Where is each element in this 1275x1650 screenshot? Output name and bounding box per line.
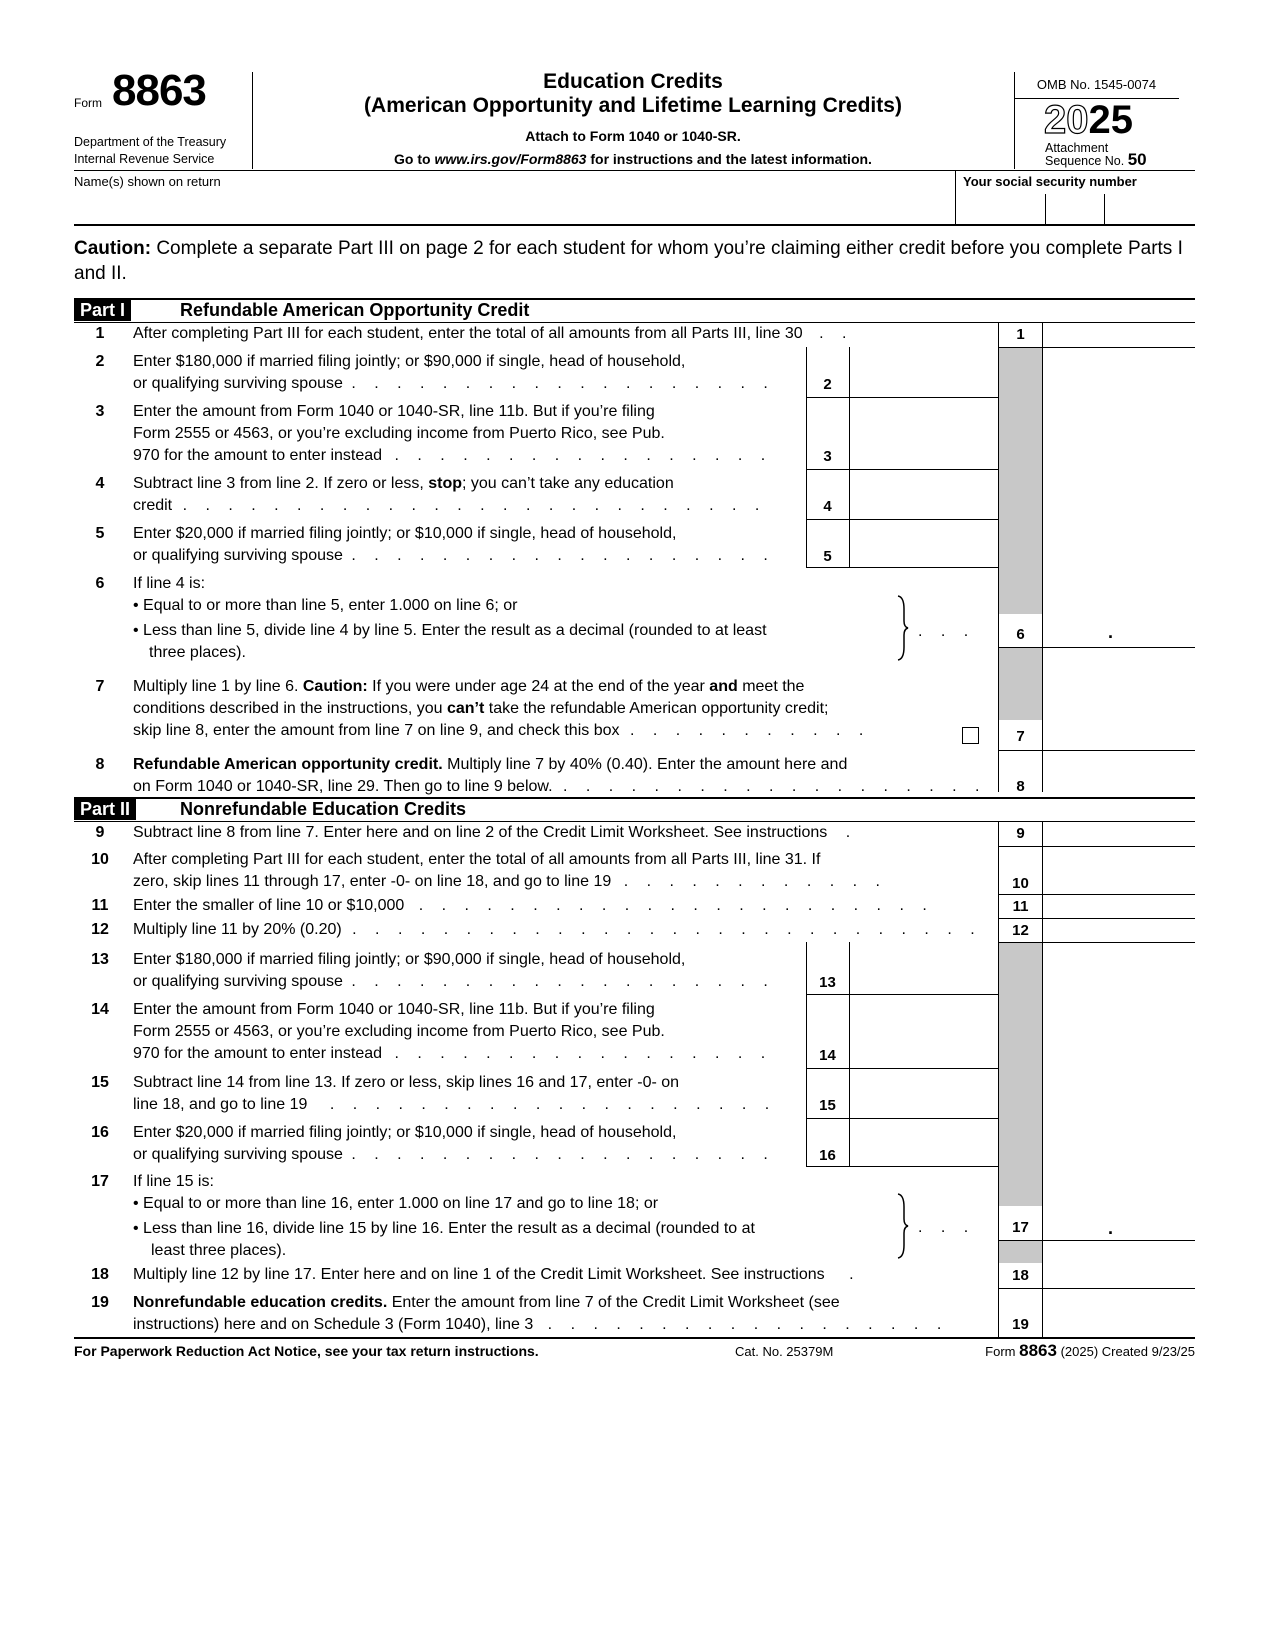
line-6-input[interactable] [1046, 624, 1195, 648]
line-12-input[interactable] [1046, 920, 1195, 942]
attachment-sequence: Attachment Sequence No. 50 [1045, 141, 1147, 169]
form-title: Education Credits [543, 70, 723, 93]
name-label: Name(s) shown on return [74, 174, 221, 189]
line-5-input[interactable] [852, 542, 996, 568]
form-prefix: Form [74, 96, 102, 110]
line-17-input[interactable] [1046, 1217, 1195, 1241]
line-2-input[interactable] [852, 370, 996, 396]
tax-year: 2025 [1044, 98, 1133, 142]
paperwork-notice: For Paperwork Reduction Act Notice, see your tax return instructions. [74, 1343, 539, 1359]
line-16-input[interactable] [852, 1141, 996, 1167]
omb-number: OMB No. 1545-0074 [1036, 77, 1157, 92]
attach-instruction: Attach to Form 1040 or 1040-SR. [525, 128, 741, 144]
brace-icon [896, 1193, 910, 1259]
ssn-label: Your social security number [963, 174, 1137, 189]
line-10-input[interactable] [1046, 870, 1195, 894]
name-field[interactable] [74, 190, 948, 222]
form-number: 8863 [112, 66, 206, 115]
line-3-input[interactable] [852, 442, 996, 468]
line-13-input[interactable] [852, 968, 996, 994]
part1-label: Part I [74, 299, 131, 321]
irs-url[interactable]: www.irs.gov/Form8863 [434, 151, 587, 167]
part2-title: Nonrefundable Education Credits [180, 799, 467, 819]
line-8-input[interactable] [1046, 772, 1195, 796]
catalog-number: Cat. No. 25379M [735, 1344, 834, 1359]
line-15-input[interactable] [852, 1091, 996, 1117]
line-1-input[interactable] [1046, 324, 1195, 348]
part1-title: Refundable American Opportunity Credit [180, 300, 530, 320]
line-19-input[interactable] [1046, 1310, 1195, 1336]
agency-name: Internal Revenue Service [74, 152, 215, 166]
caution-note: Caution: Complete a separate Part III on page 2 for each student for whom you’re claiming either credit before you complete Parts I and II. [74, 238, 1183, 284]
line-14-input[interactable] [852, 1041, 996, 1067]
part2-label: Part II [74, 798, 136, 820]
goto-instruction: Go to www.irs.gov/Form8863 for instructions and the latest information. [394, 151, 872, 167]
brace-icon [896, 595, 910, 661]
department-name: Department of the Treasury [74, 135, 227, 149]
line-11-input[interactable] [1046, 896, 1195, 918]
line-18-input[interactable] [1046, 1265, 1195, 1289]
form-subtitle: (American Opportunity and Lifetime Learning Credits) [364, 94, 902, 117]
form-footer-id: Form 8863 (2025) Created 9/23/25 [985, 1341, 1195, 1360]
line-4-input[interactable] [852, 492, 996, 518]
line-7-checkbox[interactable] [962, 727, 979, 744]
line-9-input[interactable] [1046, 823, 1195, 847]
ssn-field[interactable] [962, 192, 1196, 224]
line-7-input[interactable] [1046, 724, 1195, 750]
